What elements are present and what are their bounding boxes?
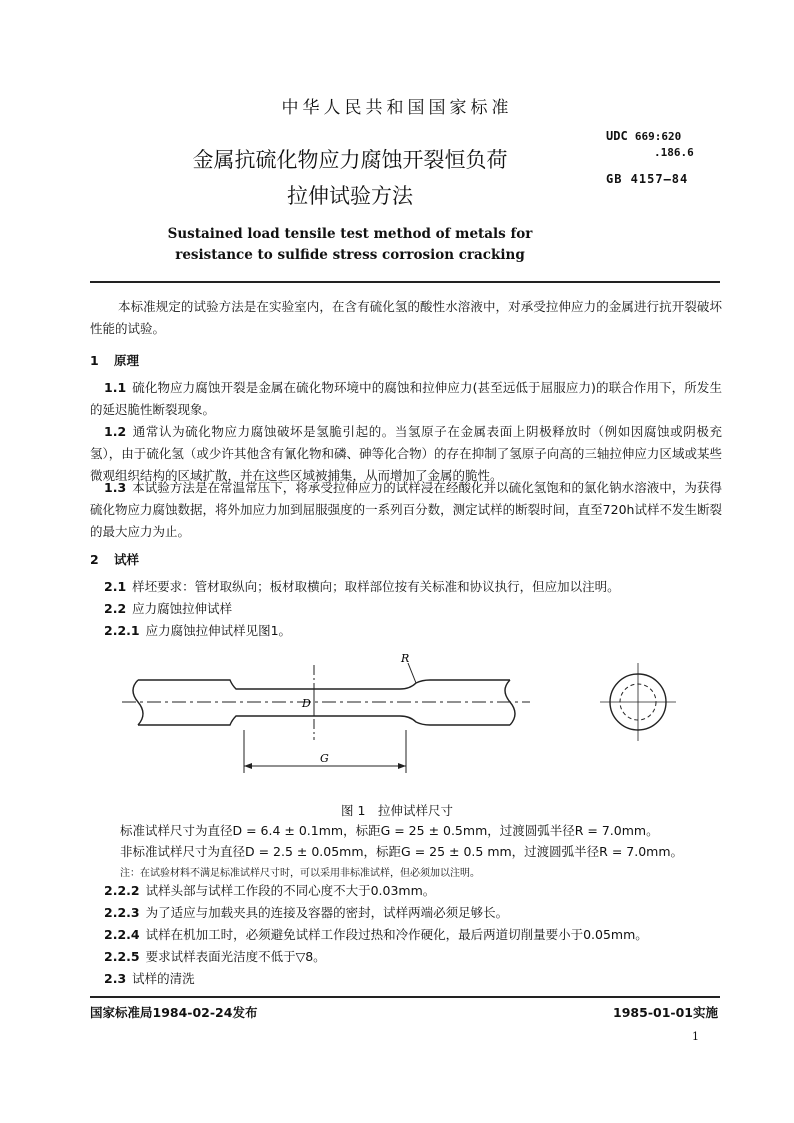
title-cn-line-2: 拉伸试验方法 bbox=[287, 184, 413, 208]
bottom-rule bbox=[90, 996, 720, 998]
para-2-2-4 bbox=[104, 924, 722, 946]
section-2-heading bbox=[90, 550, 139, 568]
para-2-2-3 bbox=[104, 902, 722, 924]
section-2-number: 2 bbox=[90, 552, 99, 567]
para-2-1 bbox=[104, 576, 722, 598]
section-1-number: 1 bbox=[90, 353, 99, 368]
specimen-left-head-bottom bbox=[138, 716, 315, 725]
para-2-2-1-number: 2.2.1 bbox=[104, 623, 140, 638]
para-1-2-text: 通常认为硫化物应力腐蚀破坏是氢脆引起的。当氢原子在金属表面上阴极释放时（例如因腐蚀或阴极充氢），由于硫化氢（或少许其他含有氰化物和磷、砷等化合物）的存在抑制了氢原子向高的三轴拉伸应力区域或某些微观组织结构的区域扩散，并在这些区域被捕集，从而增加了金属的脆性。 bbox=[90, 424, 722, 483]
para-2-2-text: 应力腐蚀拉伸试样 bbox=[132, 601, 233, 616]
para-2-2-4-text: 试样在机加工时，必须避免试样工作段过热和冷作硬化，最后两道切削量要小于0.05mm。 bbox=[145, 927, 648, 942]
udc-number-2: .186.6 bbox=[654, 146, 694, 159]
para-2-2-3-text: 为了适应与加载夹具的连接及容器的密封，试样两端必须足够长。 bbox=[145, 905, 509, 920]
para-2-2-2 bbox=[104, 880, 722, 902]
radius-leader bbox=[408, 663, 416, 683]
specimen-left-head-top bbox=[138, 680, 315, 689]
para-1-3 bbox=[90, 477, 722, 543]
title-en-line-2: resistance to sulfide stress corrosion cracking bbox=[175, 247, 525, 263]
specimen-gauge-bottom bbox=[315, 716, 510, 725]
para-2-3-text: 试样的清洗 bbox=[132, 971, 195, 986]
section-1-heading bbox=[90, 351, 139, 369]
para-1-3-number: 1.3 bbox=[104, 480, 127, 495]
title-cn-line-1: 金属抗硫化物应力腐蚀开裂恒负荷 bbox=[192, 148, 508, 172]
top-rule bbox=[90, 281, 720, 283]
para-2-3 bbox=[104, 968, 722, 990]
para-2-1-number: 2.1 bbox=[104, 579, 127, 594]
para-2-2-5-number: 2.2.5 bbox=[104, 949, 140, 964]
udc-block bbox=[606, 128, 694, 161]
para-2-2-number: 2.2 bbox=[104, 601, 127, 616]
label-r: R bbox=[401, 652, 410, 665]
para-2-2-2-number: 2.2.2 bbox=[104, 883, 140, 898]
section-2-title: 试样 bbox=[114, 552, 140, 567]
para-2-2-5-text: 要求试样表面光洁度不低于▽8。 bbox=[145, 949, 326, 964]
para-2-2-1 bbox=[104, 620, 722, 642]
gb-code: GB 4157—84 bbox=[606, 172, 689, 186]
para-2-3-number: 2.3 bbox=[104, 971, 127, 986]
page-number: 1 bbox=[692, 1030, 699, 1043]
title-cn bbox=[140, 142, 560, 214]
para-2-2-4-number: 2.2.4 bbox=[104, 927, 140, 942]
effective-date: 1985-01-01实施 bbox=[613, 1005, 718, 1020]
para-2-1-text: 样坯要求：管材取纵向；板材取横向；取样部位按有关标准和协议执行，但应加以注明。 bbox=[132, 579, 620, 594]
national-standard-heading: 中华人民共和国国家标准 bbox=[281, 98, 513, 118]
para-2-2-5 bbox=[104, 946, 722, 968]
specimen-gauge-top bbox=[315, 680, 510, 689]
issued-date: 国家标准局1984-02-24发布 bbox=[90, 1005, 258, 1020]
figure-note: 注：在试验材料不满足标准试样尺寸时，可以采用非标准试样，但必须加以注明。 bbox=[120, 868, 480, 879]
para-1-2-number: 1.2 bbox=[104, 424, 127, 439]
para-1-3-text: 本试验方法是在常温常压下，将承受拉伸应力的试样浸在经酸化并以硫化氢饱和的氯化钠水溶液中，为获得硫化物应力腐蚀数据，将外加应力加到屈服强度的一系列百分数，测定试样的断裂时间，直至720h试样不发生断裂的最大应力为止。 bbox=[90, 480, 722, 539]
para-2-2-1-text: 应力腐蚀拉伸试样见图1。 bbox=[145, 623, 292, 638]
para-1-1-number: 1.1 bbox=[104, 380, 127, 395]
section-1-title: 原理 bbox=[114, 353, 140, 368]
label-d: D bbox=[302, 697, 311, 710]
title-en-line-1: Sustained load tensile test method of metals for bbox=[167, 226, 533, 242]
label-g: G bbox=[320, 752, 329, 765]
standard-specimen-size: 标准试样尺寸为直径D = 6.4 ± 0.1mm，标距G = 25 ± 0.5mm，过渡圆弧半径R = 7.0mm。 bbox=[120, 823, 659, 838]
para-2-2-2-text: 试样头部与试样工作段的不同心度不大于0.03mm。 bbox=[145, 883, 436, 898]
udc-label: UDC bbox=[606, 129, 628, 143]
figure-caption: 图 1 拉伸试样尺寸 bbox=[341, 803, 453, 818]
para-1-1 bbox=[90, 377, 722, 421]
para-2-2-3-number: 2.2.3 bbox=[104, 905, 140, 920]
intro-paragraph: 本标准规定的试验方法是在实验室内，在含有硫化氢的酸性水溶液中，对承受拉伸应力的金属进行抗开裂破坏性能的试验。 bbox=[90, 299, 722, 336]
specimen-figure bbox=[110, 645, 710, 795]
title-en bbox=[120, 224, 580, 266]
para-1-1-text: 硫化物应力腐蚀开裂是金属在硫化物环境中的腐蚀和拉伸应力(甚至远低于屈服应力)的联合作用下，所发生的延迟脆性断裂现象。 bbox=[90, 380, 722, 417]
para-2-2 bbox=[104, 598, 722, 620]
nonstandard-specimen-size: 非标准试样尺寸为直径D = 2.5 ± 0.05mm，标距G = 25 ± 0.5 mm，过渡圆弧半径R = 7.0mm。 bbox=[120, 844, 684, 859]
udc-number-1: 669:620 bbox=[634, 130, 682, 143]
